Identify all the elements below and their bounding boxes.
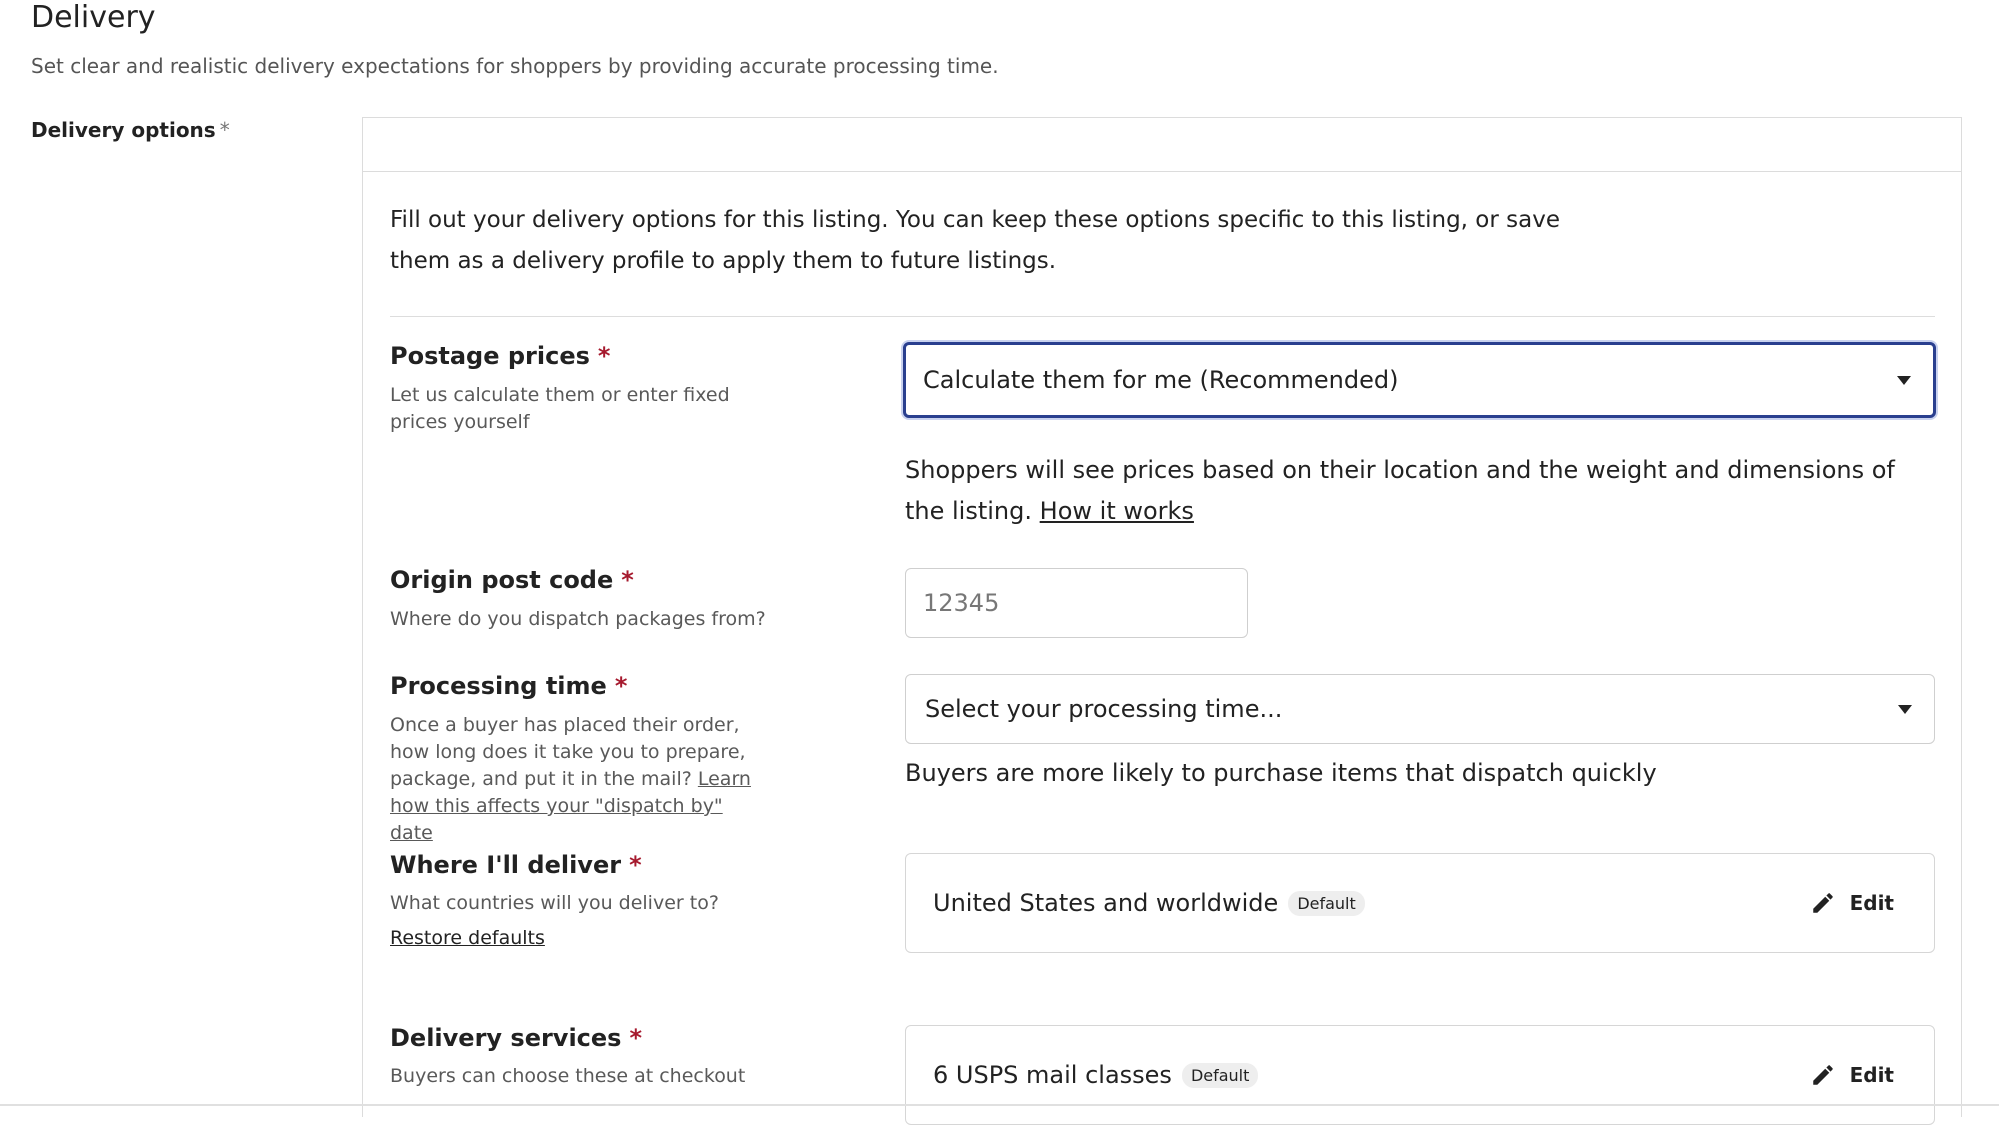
default-badge: Default	[1182, 1063, 1258, 1088]
required-star: *	[629, 851, 642, 879]
pencil-icon	[1810, 1062, 1836, 1088]
default-badge: Default	[1288, 891, 1364, 916]
where-deliver-title-text: Where I'll deliver	[390, 851, 622, 879]
required-star: *	[629, 1024, 643, 1052]
section-description: Set clear and realistic delivery expectations for shoppers by providing accurate processing time.	[31, 54, 999, 78]
how-it-works-link[interactable]: How it works	[1039, 497, 1194, 525]
viewport-bottom-border	[0, 1104, 1999, 1106]
edit-label: Edit	[1849, 891, 1894, 915]
panel-header-divider	[362, 171, 1962, 172]
delivery-options-intro: Fill out your delivery options for this listing. You can keep these options specific to this listing, or save them as a delivery profile to apply them to future listings.	[390, 207, 1560, 274]
postage-prices-title-text: Postage prices	[390, 342, 590, 370]
section-title: Delivery	[31, 0, 156, 35]
processing-time-select[interactable]	[905, 674, 1935, 744]
where-deliver-card-text: United States and worldwide	[933, 889, 1279, 917]
delivery-options-label	[31, 118, 230, 142]
required-star: *	[597, 342, 611, 370]
origin-post-code-input[interactable]	[905, 568, 1248, 638]
delivery-services-title-text: Delivery services	[390, 1024, 622, 1052]
where-deliver-help: What countries will you deliver to?	[390, 892, 719, 914]
intro-divider	[390, 316, 1935, 317]
origin-post-code-title	[390, 566, 634, 594]
dispatch-by-learn-link[interactable]: Learn how this affects your "dispatch by" date	[390, 768, 751, 844]
delivery-services-edit-button[interactable]	[1810, 1062, 1894, 1088]
postage-prices-select[interactable]	[903, 342, 1936, 418]
processing-time-title-text: Processing time	[390, 672, 607, 700]
where-deliver-card	[905, 853, 1935, 953]
where-deliver-title	[390, 851, 642, 879]
required-star: *	[621, 566, 634, 594]
postage-prices-note-text: Shoppers will see prices based on their location and the weight and dimensions of the listing.	[905, 456, 1895, 525]
delivery-services-card	[905, 1025, 1935, 1125]
processing-time-help-text: Once a buyer has placed their order, how long does it take you to prepare, package, and put it in the mail?	[390, 714, 746, 790]
restore-defaults-link[interactable]: Restore defaults	[390, 927, 545, 949]
where-deliver-edit-button[interactable]	[1810, 890, 1894, 916]
caret-down-icon	[1898, 705, 1912, 714]
processing-time-title	[390, 672, 627, 700]
delivery-options-label-text: Delivery options	[31, 118, 216, 142]
pencil-icon	[1810, 890, 1836, 916]
processing-time-selected-value: Select your processing time...	[925, 695, 1283, 723]
required-mark: *	[219, 118, 230, 142]
processing-time-help	[390, 712, 770, 847]
delivery-services-title	[390, 1024, 642, 1052]
delivery-services-help: Buyers can choose these at checkout	[390, 1065, 746, 1087]
caret-down-icon	[1897, 376, 1911, 385]
postage-prices-note	[905, 450, 1935, 532]
postage-prices-title	[390, 342, 610, 370]
origin-post-code-help: Where do you dispatch packages from?	[390, 608, 766, 630]
origin-post-code-title-text: Origin post code	[390, 566, 614, 594]
required-star: *	[614, 672, 628, 700]
edit-label: Edit	[1849, 1063, 1894, 1087]
postage-prices-help: Let us calculate them or enter fixed prices yourself	[390, 384, 730, 433]
processing-time-note: Buyers are more likely to purchase items that dispatch quickly	[905, 759, 1657, 787]
delivery-services-card-text: 6 USPS mail classes	[933, 1061, 1172, 1089]
postage-prices-selected-value: Calculate them for me (Recommended)	[923, 366, 1399, 394]
